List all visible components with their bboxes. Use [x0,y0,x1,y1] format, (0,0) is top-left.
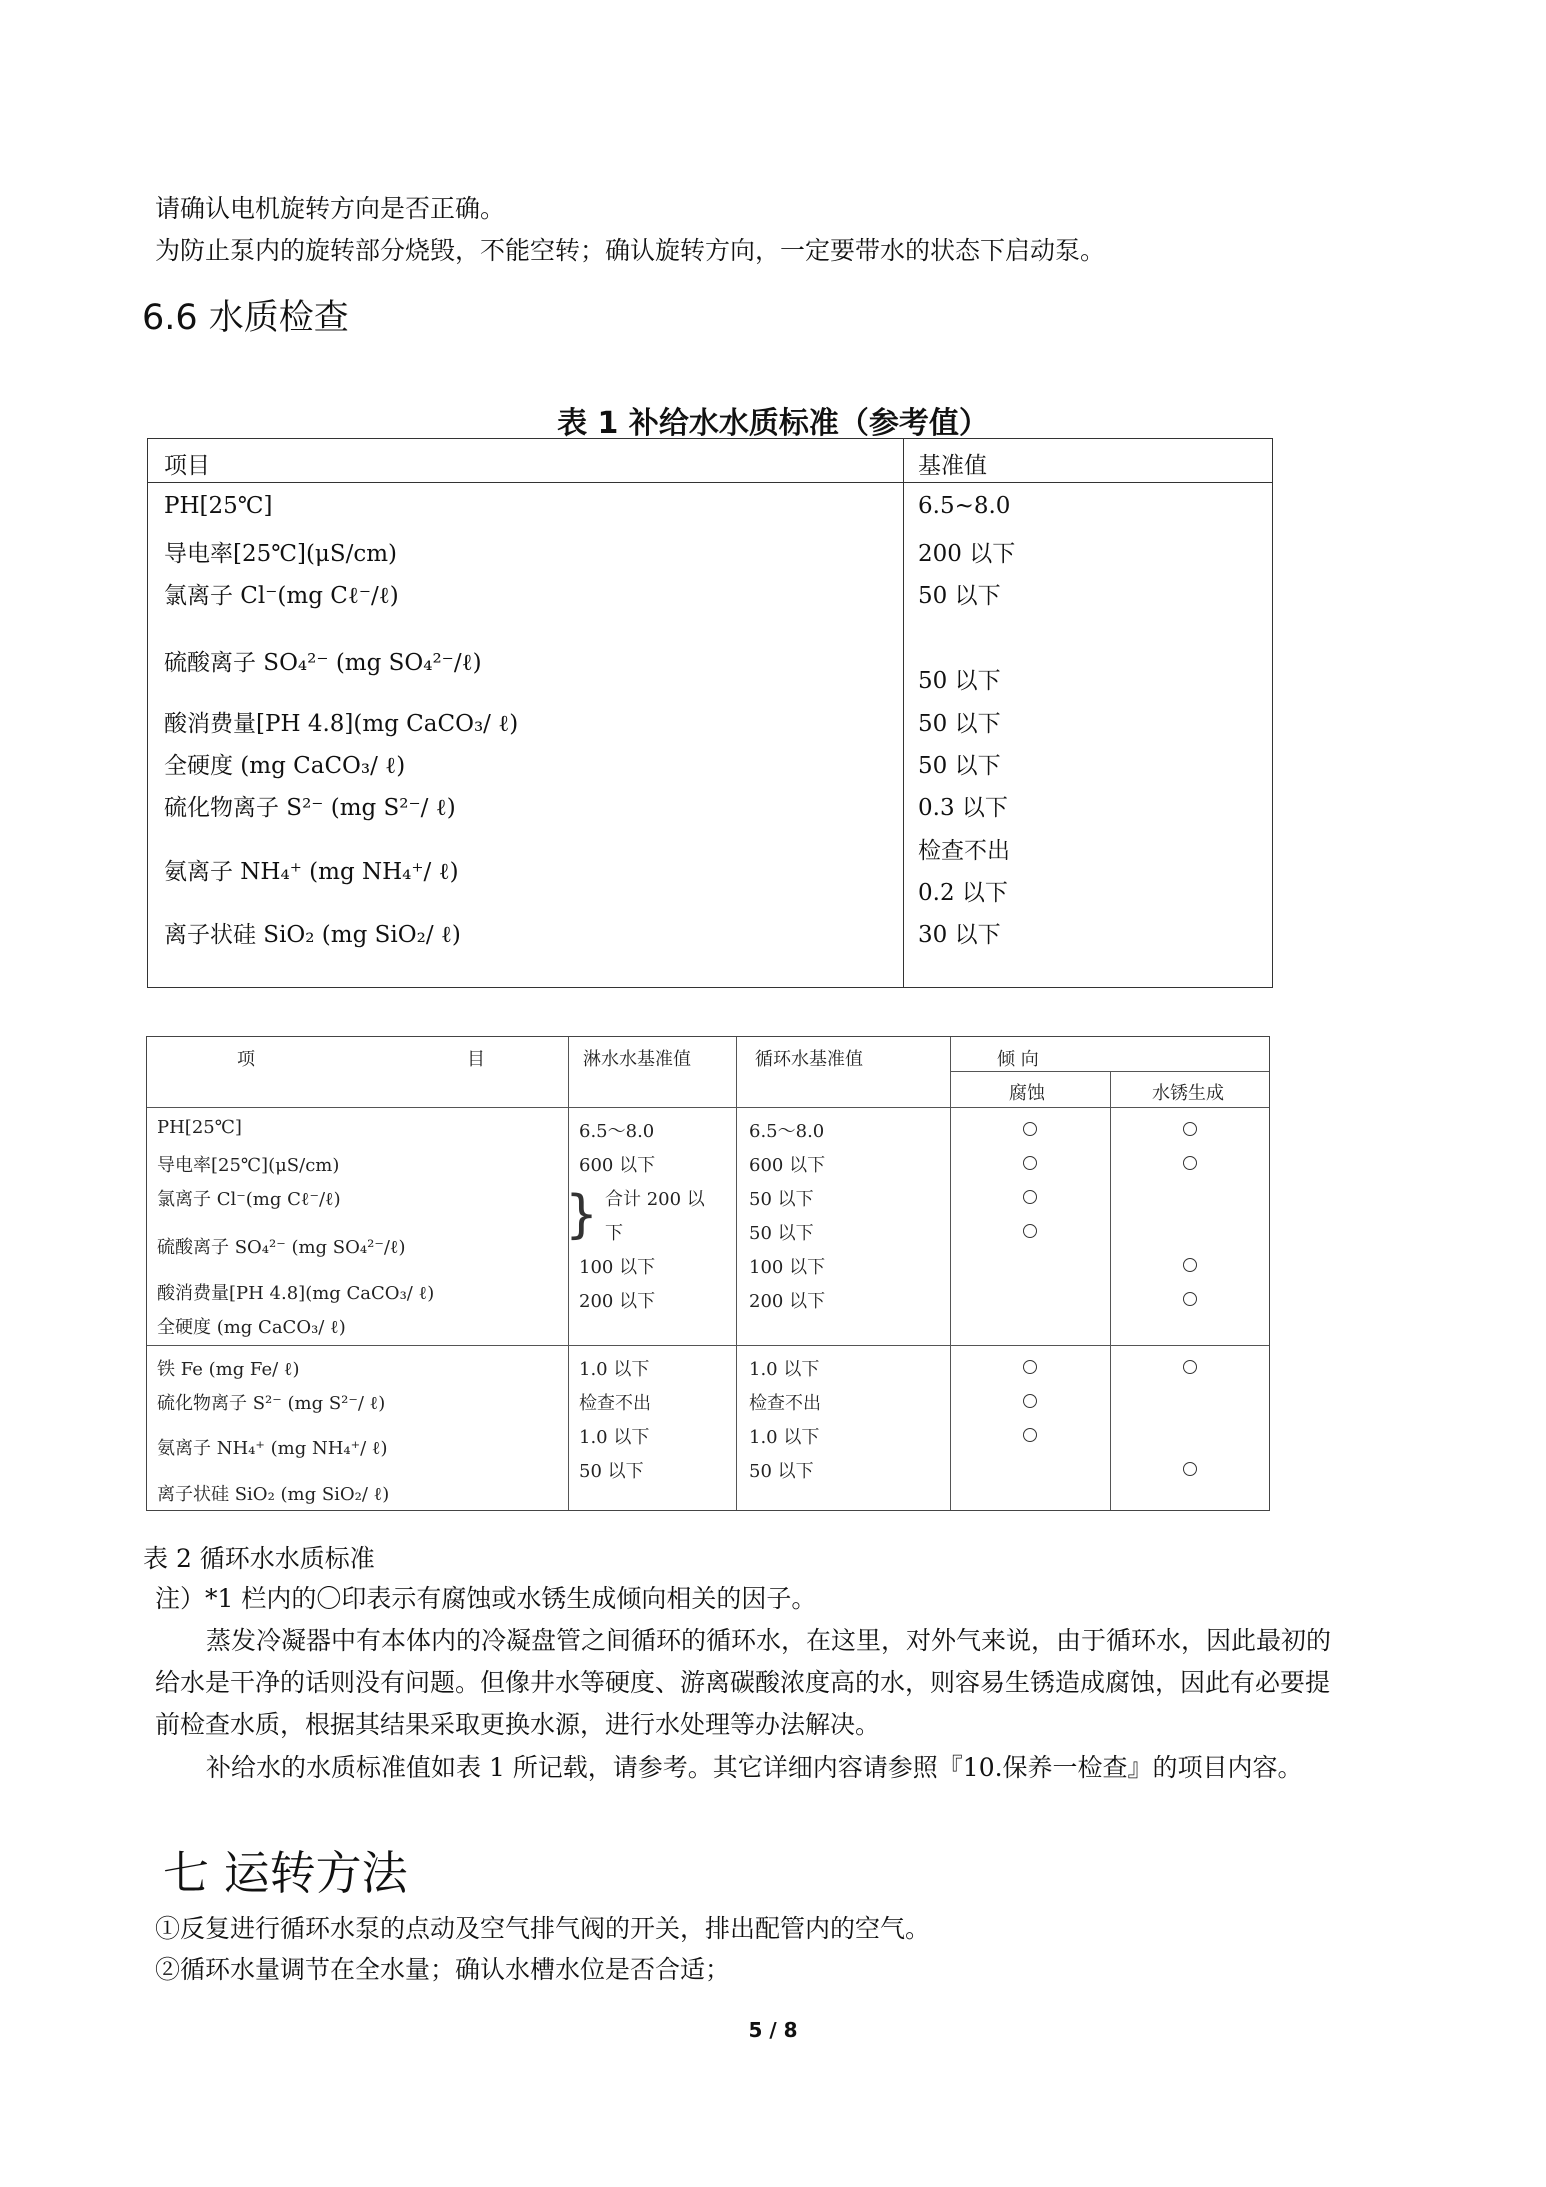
table1-value: 检查不出 [918,838,1010,864]
table2-circ-value: 1.0 以下 [749,1359,820,1380]
table2-header-spray: 淋水水基准值 [583,1049,691,1070]
table1-item: 离子状硅 SiO₂ (mg SiO₂/ ℓ) [164,922,461,948]
brace-symbol: } [565,1185,599,1245]
table2-circ-value: 100 以下 [749,1257,826,1278]
table2-spray-value: 1.0 以下 [579,1359,650,1380]
circle-mark-icon [1183,1156,1197,1170]
paragraph-line: 补给水的水质标准值如表 1 所记载，请参考。其它详细内容请参照『10.保养一检查』的项目内容。 [206,1753,1303,1782]
intro-line-2: 为防止泵内的旋转部分烧毁，不能空转；确认旋转方向，一定要带水的状态下启动泵。 [155,236,1106,265]
circle-mark-icon [1183,1292,1197,1306]
table2-spray-value: 合计 200 以 [605,1189,705,1210]
table2-caption: 表 2 循环水水质标准 [143,1544,375,1573]
table1-item: 酸消费量[PH 4.8](mg CaCO₃/ ℓ) [164,711,519,737]
table1-header-divider [148,482,1272,483]
circle-mark-icon [1023,1394,1037,1408]
circle-mark-icon [1183,1258,1197,1272]
table1-item: 硫酸离子 SO₄²⁻ (mg SO₄²⁻/ℓ) [164,650,482,676]
paragraph-line: 蒸发冷凝器中有本体内的冷凝盘管之间循环的循环水，在这里，对外气来说，由于循环水，因此最初的 [206,1626,1332,1655]
intro-line-1: 请确认电机旋转方向是否正确。 [155,194,506,223]
table2-item: 氯离子 Cl⁻(mg Cℓ⁻/ℓ) [157,1189,341,1210]
table2-header-item-right: 目 [467,1049,485,1070]
table2-circ-value: 检查不出 [749,1393,821,1414]
table1-item: 氨离子 NH₄⁺ (mg NH₄⁺/ ℓ) [164,859,459,885]
table1-value: 50 以下 [918,753,1001,779]
table2-circ-value: 1.0 以下 [749,1427,820,1448]
table2-divider [1110,1071,1111,1510]
table1-header-value: 基准值 [918,453,987,479]
section-7-title: 七 运转方法 [163,1846,408,1900]
table2-divider [147,1345,1269,1346]
table2-circ-value: 50 以下 [749,1461,814,1482]
circle-mark-icon [1183,1360,1197,1374]
circle-mark-icon [1023,1360,1037,1374]
table1-value: 50 以下 [918,583,1001,609]
table2-item: 全硬度 (mg CaCO₃/ ℓ) [157,1317,346,1338]
page-number: 5 / 8 [748,2018,798,2042]
step-1: ①反复进行循环水泵的点动及空气排气阀的开关，排出配管内的空气。 [155,1914,931,1943]
table1-item: 全硬度 (mg CaCO₃/ ℓ) [164,753,406,779]
table1-value: 50 以下 [918,668,1001,694]
paragraph-line: 前检查水质，根据其结果采取更换水源，进行水处理等办法解决。 [155,1710,881,1739]
table1-title: 表 1 补给水水质标准（参考值） [557,406,989,441]
table2-spray-value: 200 以下 [579,1291,656,1312]
circle-mark-icon [1183,1122,1197,1136]
table1-header-item: 项目 [164,453,210,479]
table2-item: 铁 Fe (mg Fe/ ℓ) [157,1359,300,1380]
table2-spray-value: 下 [605,1223,623,1244]
table2-item: 硫化物离子 S²⁻ (mg S²⁻/ ℓ) [157,1393,386,1414]
table2-circ-value: 6.5～8.0 [749,1121,825,1142]
table2-circ-value: 50 以下 [749,1223,814,1244]
table1-value: 0.3 以下 [918,795,1008,821]
circle-mark-icon [1023,1122,1037,1136]
table1-value: 0.2 以下 [918,880,1008,906]
table2 [146,1036,1270,1511]
table2-header-circ: 循环水基准值 [755,1049,863,1070]
table2-spray-value: 600 以下 [579,1155,656,1176]
circle-mark-icon [1023,1428,1037,1442]
table2-spray-value: 6.5～8.0 [579,1121,655,1142]
section-6-6-title: 6.6 水质检查 [142,298,349,338]
table2-item: PH[25℃] [157,1117,242,1138]
table1-value: 6.5~8.0 [918,493,1011,519]
table2-divider [147,1107,1269,1108]
circle-mark-icon [1023,1190,1037,1204]
table2-header-item-left: 项 [237,1049,255,1070]
table1-column-divider [903,439,904,987]
table1-item: 硫化物离子 S²⁻ (mg S²⁻/ ℓ) [164,795,456,821]
step-2: ②循环水量调节在全水量；确认水槽水位是否合适； [155,1955,731,1984]
table1-item: 氯离子 Cl⁻(mg Cℓ⁻/ℓ) [164,583,399,609]
table1-value: 200 以下 [918,541,1016,567]
table1-value: 50 以下 [918,711,1001,737]
table2-note: 注）*1 栏内的〇印表示有腐蚀或水锈生成倾向相关的因子。 [155,1584,817,1613]
paragraph-line: 给水是干净的话则没有问题。但像井水等硬度、游离碳酸浓度高的水，则容易生锈造成腐蚀，因此有必要提 [155,1668,1331,1697]
table1-item: PH[25℃] [164,493,273,519]
circle-mark-icon [1023,1156,1037,1170]
table2-item: 硫酸离子 SO₄²⁻ (mg SO₄²⁻/ℓ) [157,1237,406,1258]
table2-divider [950,1071,1269,1072]
table2-item: 导电率[25℃](μS/cm) [157,1155,340,1176]
table1-value: 30 以下 [918,922,1001,948]
table1 [147,438,1273,988]
table2-header-corrosion: 腐蚀 [1009,1083,1045,1104]
table2-circ-value: 600 以下 [749,1155,826,1176]
table2-header-tendency: 倾 向 [997,1049,1039,1070]
table2-spray-value: 1.0 以下 [579,1427,650,1448]
table1-item: 导电率[25℃](μS/cm) [164,541,398,567]
circle-mark-icon [1023,1224,1037,1238]
table2-spray-value: 检查不出 [579,1393,651,1414]
table2-spray-value: 100 以下 [579,1257,656,1278]
table2-item: 离子状硅 SiO₂ (mg SiO₂/ ℓ) [157,1484,390,1505]
table2-item: 酸消费量[PH 4.8](mg CaCO₃/ ℓ) [157,1283,435,1304]
table2-circ-value: 200 以下 [749,1291,826,1312]
table2-circ-value: 50 以下 [749,1189,814,1210]
table2-header-scale: 水锈生成 [1152,1083,1224,1104]
table2-item: 氨离子 NH₄⁺ (mg NH₄⁺/ ℓ) [157,1438,388,1459]
table2-spray-value: 50 以下 [579,1461,644,1482]
circle-mark-icon [1183,1462,1197,1476]
